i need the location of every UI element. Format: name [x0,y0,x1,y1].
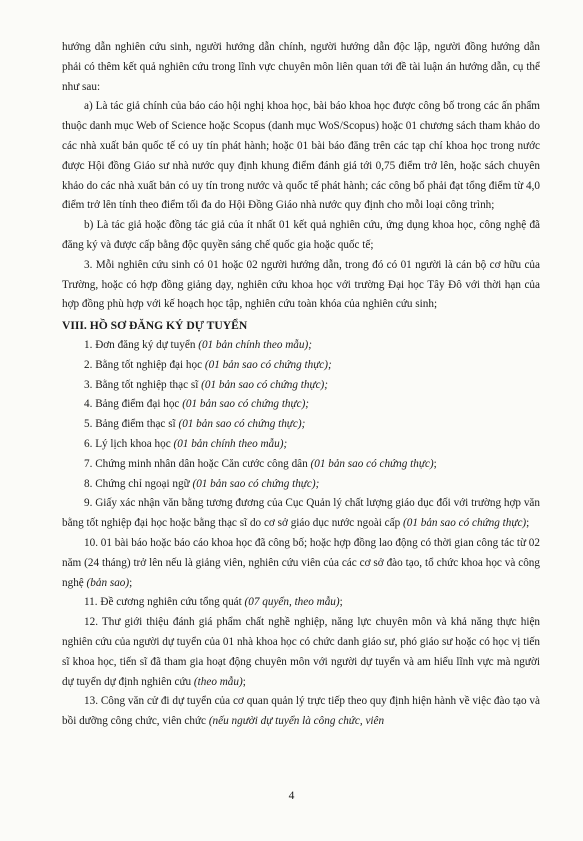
list-item: 4. Bảng điểm đại học (01 bản sao có chứng thực); [84,398,310,411]
item-note: (01 bản sao có chứng thực); [178,418,306,431]
item-note: (01 bản sao có chứng thực) [310,457,434,470]
item-note: (01 bản chính theo mẫu); [173,437,288,450]
clause-3: 3. Mỗi nghiên cứu sinh có 01 hoặc 02 người hướng dẫn, trong đó có 01 người là cán bộ cơ hữu của Trường, hoặc có hợp đồng giảng dạy, nghiên cứu khoa học với trường Đại học Tây Đô với thời hạn của hợp đồng phù hợp với kế hoạch học tập, nghiên cứu toàn khóa của nghiên cứu sinh; [62,258,540,311]
list-item: 7. Chứng minh nhân dân hoặc Căn cước công dân (01 bản sao có chứng thực); [84,457,437,470]
item-note: (01 bản sao có chứng thực); [204,358,332,371]
item-note: (nếu người dự tuyển là công chức, viên [208,715,385,728]
page-content [62,38,540,732]
item-note: (01 bản sao có chứng thực); [201,378,329,391]
criterion-a: a) Là tác giả chính của báo cáo hội nghị khoa học, bài báo khoa học được công bố trong các ấn phẩm thuộc danh mục Web of Science hoặc Scopus (danh mục WoS/Scopus) hoặc 01 chương sách tham khảo do các nhà xuất bản quốc tế có uy tín phát hành; hoặc 01 bài báo đăng trên các tạp chí khoa học trong nước được Hội đồng Giáo sư nhà nước quy định khung điểm đánh giá tới 0,75 điểm trở lên, hoặc sách chuyên khảo do các nhà xuất bản có uy tín trong nước và quốc tế phát hành; các công bố phải đạt tổng điểm từ 4,0 điểm trở lên tính theo điểm tối đa do Hội Đồng Giáo nhà nước quy định cho mỗi loại công trình; [62,100,540,212]
list-item: 13. Công văn cử đi dự tuyển của cơ quan quản lý trực tiếp theo quy định hiện hành về việc đào tạo và bồi dưỡng công chức, viên chức (nếu người dự tuyển là công chức, viên [62,695,540,728]
list-item: 8. Chứng chỉ ngoại ngữ (01 bản sao có chứng thực); [84,477,320,490]
list-item: 5. Bảng điểm thạc sĩ (01 bản sao có chứng thực); [84,418,306,431]
list-item: 6. Lý lịch khoa học (01 bản chính theo mẫu); [84,437,288,450]
item-note: (01 bản sao có chứng thực); [192,477,320,490]
section-heading: VIII. HỒ SƠ ĐĂNG KÝ DỰ TUYỂN [62,319,248,333]
list-item: 9. Giấy xác nhận văn bằng tương đương của Cục Quản lý chất lượng giáo dục đối với trường hợp văn bằng tốt nghiệp đại học hoặc bằng thạc sĩ do cơ sở giáo dục nước ngoài cấp (01 bản sao có chứng thực); [62,497,540,530]
criterion-b: b) Là tác giả hoặc đồng tác giả của ít nhất 01 kết quả nghiên cứu, ứng dụng khoa học, công nghệ đã đăng ký và được cấp bằng độc quyền sáng chế quốc gia hoặc quốc tế; [62,219,540,251]
item-note: (theo mẫu) [193,675,243,688]
item-note: (01 bản sao có chứng thực) [403,517,527,530]
list-item: 1. Đơn đăng ký dự tuyển (01 bản chính theo mẫu); [84,338,312,351]
list-item: 2. Bằng tốt nghiệp đại học (01 bản sao có chứng thực); [84,358,332,371]
document-list [62,336,540,732]
page-number: 4 [288,790,295,802]
item-note: (bản sao) [86,576,130,589]
item-note: (01 bản chính theo mẫu); [198,338,312,351]
list-item: 10. 01 bài báo hoặc báo cáo khoa học đã công bố; hoặc hợp đồng lao động có thời gian công tác từ 02 năm (24 tháng) trở lên nếu là giảng viên, nghiên cứu viên của các cơ sở đào tạo, tổ chức khoa học và công nghệ (bản sao); [62,536,540,589]
item-note: (01 bản sao có chứng thực); [182,398,310,411]
list-item: 11. Đề cương nghiên cứu tổng quát (07 quyển, theo mẫu); [84,596,343,609]
item-note: (07 quyển, theo mẫu) [244,596,340,609]
intro-paragraph: hướng dẫn nghiên cứu sinh, người hướng dẫn chính, người hướng dẫn độc lập, người đồng hướng dẫn phải có thêm kết quả nghiên cứu trong lĩnh vực chuyên môn liên quan tới đề tài luận án hướng dẫn, cụ thể như sau: [62,41,540,93]
list-item: 12. Thư giới thiệu đánh giá phẩm chất nghề nghiệp, năng lực chuyên môn và khả năng thực hiện nghiên cứu của người dự tuyển của 01 nhà khoa học có chức danh giáo sư, phó giáo sư hoặc có học vị tiến sĩ khoa học, tiến sĩ đã tham gia hoạt động chuyên môn với người dự tuyển và am hiểu lĩnh vực mà người dự tuyển dự định nghiên cứu (theo mẫu); [62,616,540,688]
list-item: 3. Bằng tốt nghiệp thạc sĩ (01 bản sao có chứng thực); [84,378,329,391]
